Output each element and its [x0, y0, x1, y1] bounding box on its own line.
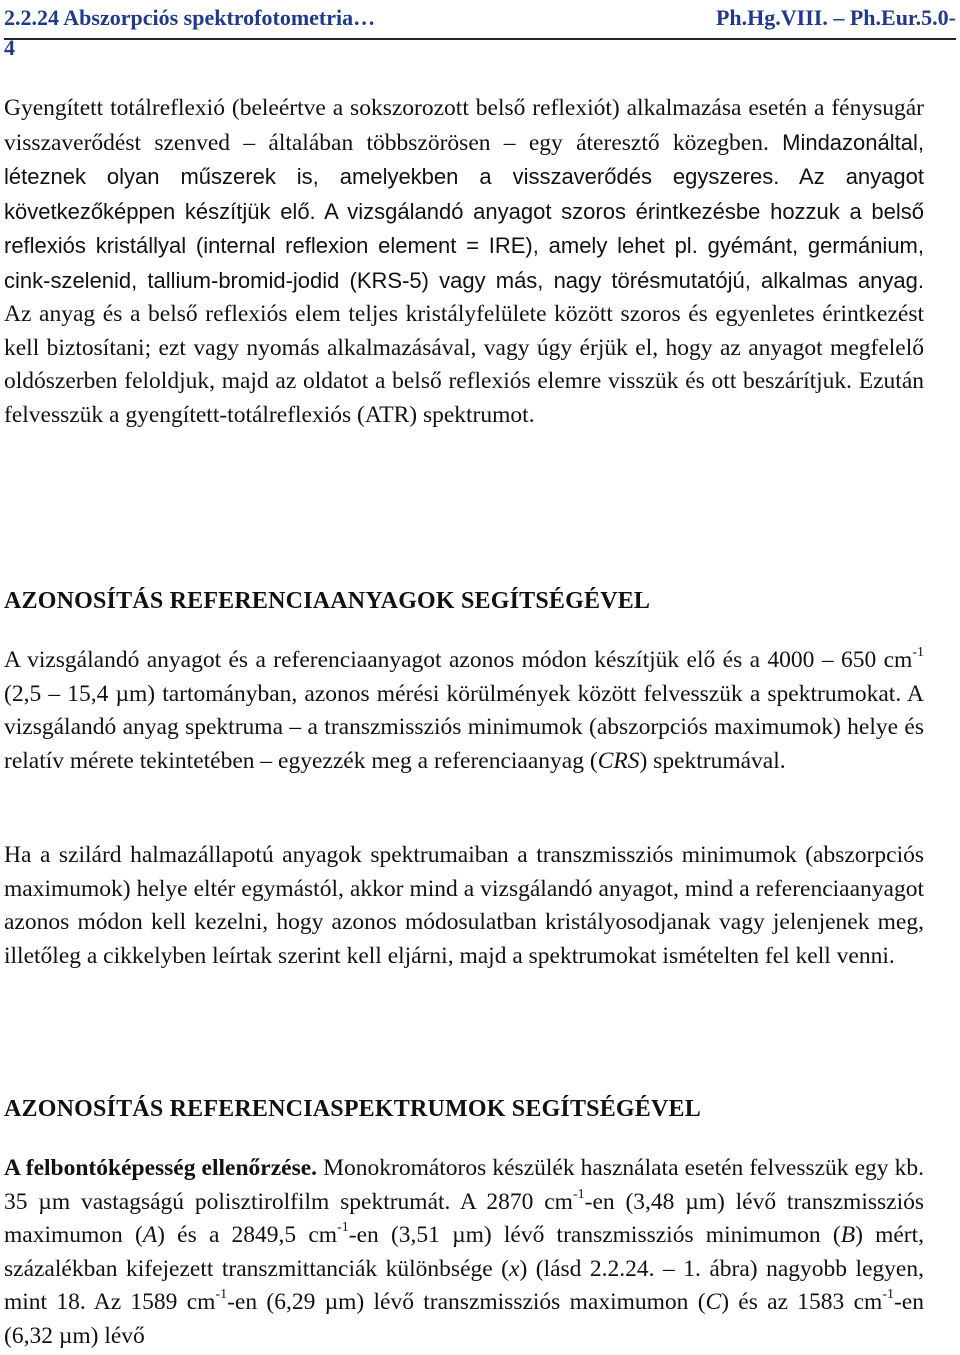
crs-abbreviation: CRS — [597, 747, 640, 774]
label-x: x — [509, 1255, 520, 1282]
text-span: ) és a 2849,5 cm — [157, 1222, 338, 1248]
label-b: B — [840, 1222, 856, 1248]
reference-substances-paragraph — [4, 644, 924, 778]
text-span: ) (lásd 2.2.24. – 1. ábra) nagyobb legyen, mint 18. Az 1589 cm — [4, 1255, 924, 1315]
header-ref-continuation: 4 — [4, 35, 15, 60]
header-pharmacopoeia-ref: Ph.Hg.VIII. – Ph.Eur.5.0- — [715, 5, 956, 30]
text-span: ) mért, százalékban kifejezett transzmittanciák különbsége ( — [4, 1222, 925, 1282]
atr-paragraph-part2: Mindazonáltal, léteznek olyan műszerek is, amelyekben a visszaverődés egyszeres. Az anyagot következőképpen készítjük elő. A vizsgálandó anyagot szoros érintkezésbe hozzuk a belső reflexiós kristállyal (internal reflexion element = IRE), amely lehet pl. gyémánt, germánium, cink-szelenid, tallium-bromid-jodid (KRS-5) vagy más, nagy törésmutatójú, alkalmas anyag. — [4, 129, 924, 293]
solid-state-paragraph: Ha a szilárd halmazállapotú anyagok spektrumaiban a transzmissziós minimumok (abszorpciós maximumok) helye eltér egymástól, akkor mind a vizsgálandó anyagot, mind a referenciaanyagot azonos módon kell kezelni, hogy azonos módosulatban kristályosodjanak vagy jelenjenek meg, illetőleg a cikkelyben leírtak szerint kell eljárni, majd a spektrumokat ismételten fel kell venni. — [4, 842, 924, 969]
text-span: -en (6,29 µm) lévő transzmissziós maximumon ( — [227, 1289, 706, 1315]
header-divider — [4, 38, 956, 40]
label-c: C — [705, 1289, 722, 1315]
header-title: 2.2.24 Abszorpciós spektrofotometria… — [4, 5, 376, 30]
text-span: Monokromátoros készülék használata esetén felvesszük egy kb. 35 µm vastagságú polisztirolfilm spektrumát. A 2870 cm — [4, 1155, 924, 1215]
atr-paragraph-part1: Gyengített totálreflexió (beleértve a sokszorozott belső reflexiót) alkalmazása esetén a fénysugár visszaverődést szenved – általában többszörösen – egy áteresztő közegben. — [4, 95, 924, 156]
text-span: (2,5 – 15,4 µm) tartományban, azonos mérési körülmények között felvesszük a spektrumokat. A vizsgálandó anyag spektruma – a transzmissziós minimumok (abszorpciós maximumok) helye és relatív mérete tekintetében – egyezzék meg a referenciaanyag ( — [4, 680, 924, 774]
section-heading-reference-spectra: AZONOSÍTÁS REFERENCIASPEKTRUMOK SEGÍTSÉGÉVEL — [4, 1096, 701, 1122]
section-heading-reference-substances: AZONOSÍTÁS REFERENCIAANYAGOK SEGÍTSÉGÉVEL — [4, 588, 651, 614]
atr-paragraph — [4, 92, 924, 432]
superscript: -1 — [912, 645, 924, 661]
text-span: ) és az 1583 cm — [721, 1289, 883, 1315]
label-a: A — [142, 1222, 158, 1248]
superscript: -1 — [337, 1220, 349, 1236]
text-span: -en (3,48 µm) lévő transzmissziós maximumon ( — [4, 1188, 924, 1248]
atr-paragraph-part3: Az anyag és a belső reflexiós elem teljes kristályfelülete között szoros és egyenletes érintkezést kell biztosítani; ezt vagy nyomás alkalmazásával, vagy úgy érjük el, hogy az anyagot megfelelő oldószerben feloldjuk, majd az oldatot a belső reflexiós elemre visszük és ott beszárítjuk. Ezután felvesszük a gyengített-totálreflexiós (ATR) spektrumot. — [4, 301, 924, 428]
superscript: -1 — [572, 1186, 585, 1202]
resolution-check-paragraph — [4, 1152, 924, 1353]
superscript: -1 — [882, 1287, 894, 1303]
text-span: -en (3,51 µm) lévő transzmissziós minimumon ( — [348, 1222, 841, 1248]
text-span: ) spektrumával. — [639, 747, 786, 774]
superscript: -1 — [215, 1287, 228, 1303]
resolution-check-title: A felbontóképesség ellenőrzése. — [4, 1155, 318, 1181]
text-span: A vizsgálandó anyagot és a referenciaanyagot azonos módon készítjük elő és a 4000 – 650 cm — [4, 647, 913, 673]
text-span: -en (6,32 µm) lévő — [4, 1289, 924, 1349]
